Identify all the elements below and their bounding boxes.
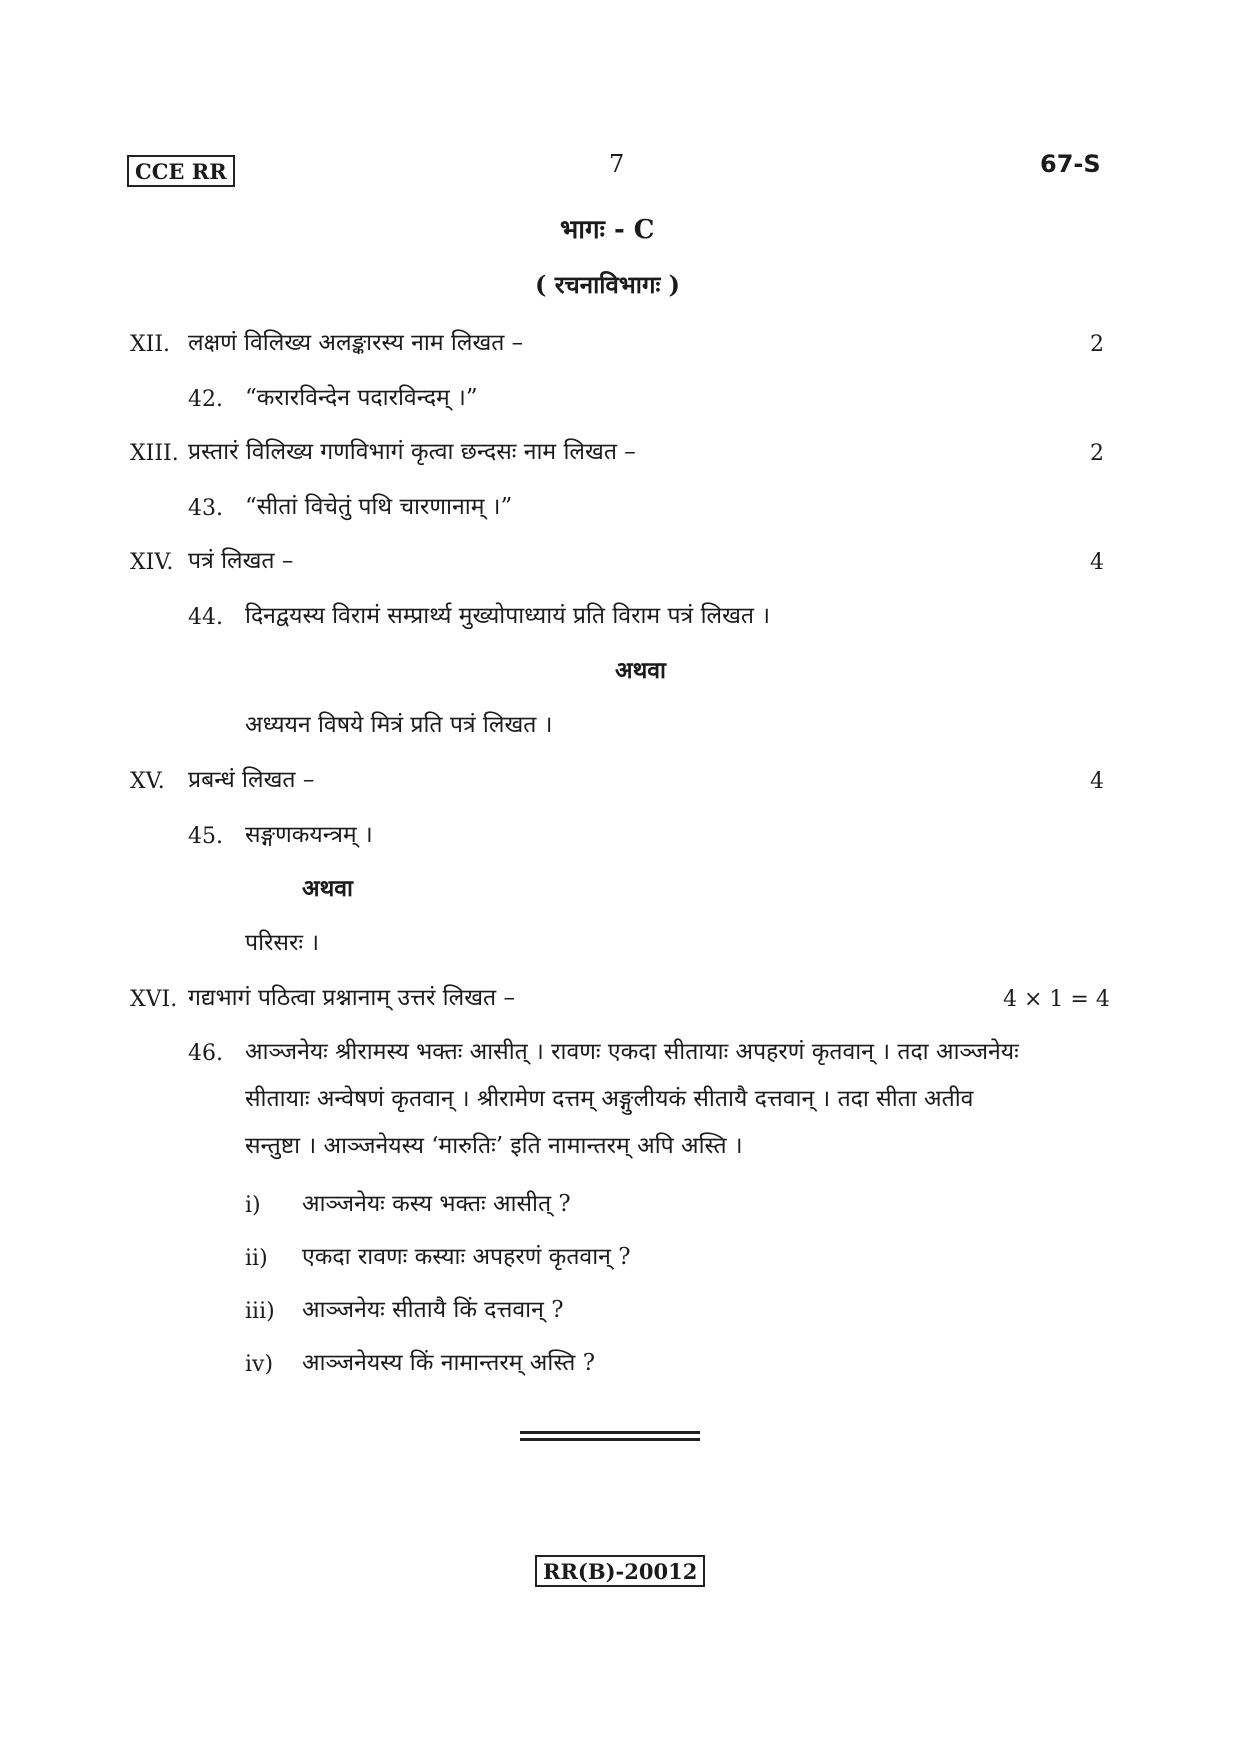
question-roman-xiii: XIII. <box>130 441 179 466</box>
alternative-text-45: परिसरः । <box>245 930 320 956</box>
page-number: 7 <box>609 150 625 178</box>
question-number-45: 45. <box>188 824 223 849</box>
question-text-xiv: पत्रं लिखत – <box>188 548 294 574</box>
sub-question-label: iv) <box>245 1352 274 1377</box>
or-label-45: अथवा <box>302 875 354 902</box>
question-text-43: “सीतां विचेतुं पथि चारणानाम् ।” <box>245 494 513 520</box>
alternative-text-44: अध्ययन विषये मित्रं प्रति पत्रं लिखत । <box>245 712 553 738</box>
marks-xii: 2 <box>1090 332 1104 357</box>
marks-xiv: 4 <box>1090 550 1104 575</box>
sub-question-text: आञ्जनेयस्य किं नामान्तरम् अस्ति ? <box>302 1350 596 1376</box>
or-label-44: अथवा <box>615 657 667 684</box>
end-rule-bottom <box>520 1438 700 1441</box>
marks-xiii: 2 <box>1090 441 1104 466</box>
sub-question-text: एकदा रावणः कस्याः अपहरणं कृतवान् ? <box>302 1244 631 1270</box>
marks-xv: 4 <box>1090 769 1104 794</box>
question-roman-xvi: XVI. <box>130 987 178 1012</box>
question-text-xii: लक्षणं विलिख्य अलङ्कारस्य नाम लिखत – <box>188 330 524 356</box>
section-subtitle: ( रचनाविभागः ) <box>535 270 681 299</box>
question-text-42: “करारविन्देन पदारविन्दम् ।” <box>245 385 478 411</box>
question-number-42: 42. <box>188 387 223 412</box>
question-number-43: 43. <box>188 496 223 521</box>
question-text-44: दिनद्वयस्य विरामं सम्प्रार्थ्य मुख्योपाध्यायं प्रति विराम पत्रं लिखत । <box>245 603 771 629</box>
marks-xvi: 4 × 1 = 4 <box>1003 987 1110 1012</box>
footer-code-box: RR(B)-20012 <box>535 1555 705 1587</box>
sub-question-label: ii) <box>245 1246 268 1271</box>
question-roman-xii: XII. <box>130 332 171 357</box>
question-roman-xv: XV. <box>130 769 165 794</box>
question-text-xvi: गद्यभागं पठित्वा प्रश्नानाम् उत्तरं लिखत – <box>188 985 515 1011</box>
sub-question-text: आञ्जनेयः सीतायै किं दत्तवान् ? <box>302 1297 564 1323</box>
sub-question-label: i) <box>245 1193 261 1218</box>
passage-line-2: सीतायाः अन्वेषणं कृतवान् । श्रीरामेण दत्तम् अङ्गुलीयकं सीतायै दत्तवान् । तदा सीता अतीव <box>245 1086 974 1112</box>
question-number-44: 44. <box>188 605 223 630</box>
passage-line-3: सन्तुष्टा । आञ्जनेयस्य ‘मारुतिः’ इति नामान्तरम् अपि अस्ति । <box>245 1133 743 1159</box>
sub-question-text: आञ्जनेयः कस्य भक्तः आसीत् ? <box>302 1191 571 1217</box>
passage-line-1: आञ्जनेयः श्रीरामस्य भक्तः आसीत् । रावणः एकदा सीतायाः अपहरणं कृतवान् । तदा आञ्जनेयः <box>245 1039 1019 1065</box>
question-text-xiii: प्रस्तारं विलिख्य गणविभागं कृत्वा छन्दसः नाम लिखत – <box>188 439 636 465</box>
paper-code: 67-S <box>1040 150 1101 178</box>
question-text-xv: प्रबन्धं लिखत – <box>188 767 315 793</box>
question-roman-xiv: XIV. <box>130 550 174 575</box>
sub-question-label: iii) <box>245 1299 275 1324</box>
cce-rr-box: CCE RR <box>127 155 235 187</box>
section-title: भागः - C <box>560 215 655 245</box>
end-rule-top <box>520 1431 700 1434</box>
question-number-46: 46. <box>188 1041 223 1066</box>
question-text-45: सङ्गणकयन्त्रम् । <box>245 822 373 848</box>
